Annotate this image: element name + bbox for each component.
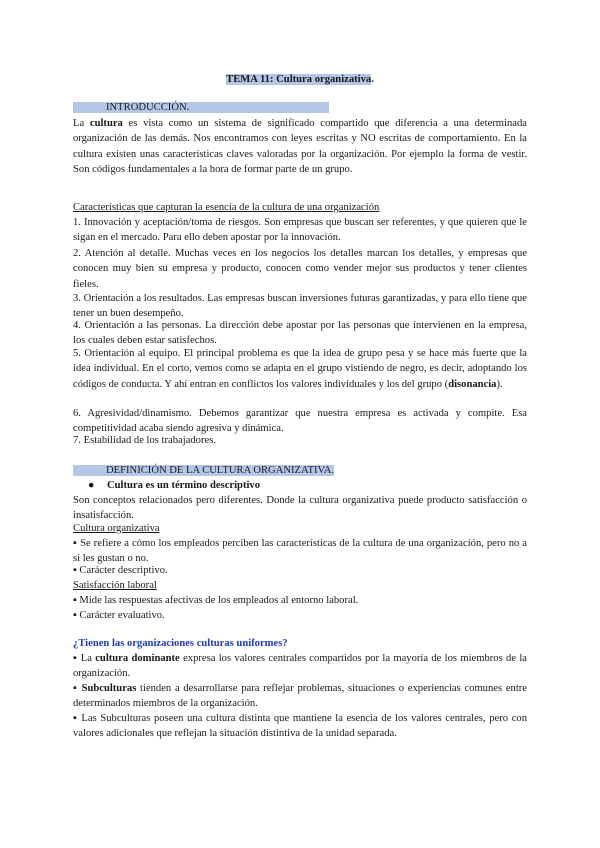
- title-text: TEMA 11: Cultura organizativa: [226, 74, 372, 85]
- uniform-heading: ¿Tienen las organizaciones culturas uniformes?: [73, 638, 288, 649]
- definition-paragraph: Son conceptos relacionados pero diferentes. Donde la cultura organizativa puede producto satisfacción o insatisfacción.: [73, 495, 527, 522]
- intro-heading: INTRODUCCIÓN.: [73, 100, 403, 115]
- sub2-item-1: ▪ Mide las respuestas afectivas de los empleados al entorno laboral.: [73, 595, 359, 606]
- uniform-item-1: ▪ La cultura dominante expresa los valores centrales compartidos por la mayoría de los miembros de la organización.: [73, 653, 527, 680]
- sub-heading-cultura: Cultura organizativa: [73, 523, 160, 534]
- definition-bullet: ● Cultura es un término descriptivo: [88, 480, 261, 491]
- uniform-item-3: ▪ Las Subculturas poseen una cultura distinta que mantiene la esencia de los valores centrales, pero con valores adicionales que reflejan la situación distintiva de la unidad separada.: [73, 713, 527, 740]
- char-item-5: 5. Orientación al equipo. El principal problema es que la idea de grupo pesa y se hace más fuerte que la idea individual. En el corto, vemos como se adapta en el grupo vistiendo de negro, es decir, adoptando los códigos de conducta. Y ahí entran en conflictos los valores individuales y los del grupo (disonancia).: [73, 348, 527, 390]
- char-item-1: 1. Innovación y aceptación/toma de riesgos. Son empresas que buscan ser referentes, y que quieren que le sigan en el mercado. Para ello deben apostar por la innovación.: [73, 217, 527, 244]
- char-item-3: 3. Orientación a los resultados. Las empresas buscan inversiones futuras garantizadas, y para ello tiene que tener un buen desempeño.: [73, 293, 527, 320]
- characteristics-heading: Características que capturan la esencia de la cultura de una organización: [73, 202, 380, 213]
- char-item-4: 4. Orientación a las personas. La dirección debe apostar por las personas que intervienen en la empresa, los cuales deben estar satisfechos.: [73, 320, 527, 347]
- sub-heading-satisfaccion: Satisfacción laboral: [73, 580, 157, 591]
- definition-heading: DEFINICIÓN DE LA CULTURA ORGANIZATIVA.: [73, 463, 403, 478]
- char-item-6: 6. Agresividad/dinamismo. Debemos garantizar que nuestra empresa es activada y compite. Esa competitividad acaba siendo agresiva y dinámica.: [73, 408, 527, 435]
- sub1-item-1: ▪ Se refiere a cómo los empleados perciben las características de la cultura de una organización, pero no a si les gustan o no.: [73, 538, 527, 565]
- uniform-item-2: ▪ Subculturas tienden a desarrollarse para reflejar problemas, situaciones o experiencias comunes entre determinados miembros de la organización.: [73, 683, 527, 710]
- intro-paragraph: La cultura es vista como un sistema de significado compartido que diferencia a una determinada organización de las demás. Nos encontramos con leyes escritas y NO escritas de comportamiento. En la cultura existen unas características claves valoradas por la organización. Por ejemplo la forma de vestir. Son códigos fundamentales a la hora de formar parte de un grupo.: [73, 118, 527, 175]
- sub2-item-2: ▪ Carácter evaluativo.: [73, 610, 165, 621]
- sub1-item-2: ▪ Carácter descriptivo.: [73, 565, 168, 576]
- page-title: TEMA 11: Cultura organizativa.: [226, 74, 374, 85]
- char-item-7: 7. Estabilidad de los trabajadores.: [73, 435, 216, 446]
- char-item-2: 2. Atención al detalle. Muchas veces en los negocios los detalles marcan los detalles, y empresas que conocen muy bien su empresa y producto, conocen como vender mejor sus productos y tener clientes fieles.: [73, 248, 527, 290]
